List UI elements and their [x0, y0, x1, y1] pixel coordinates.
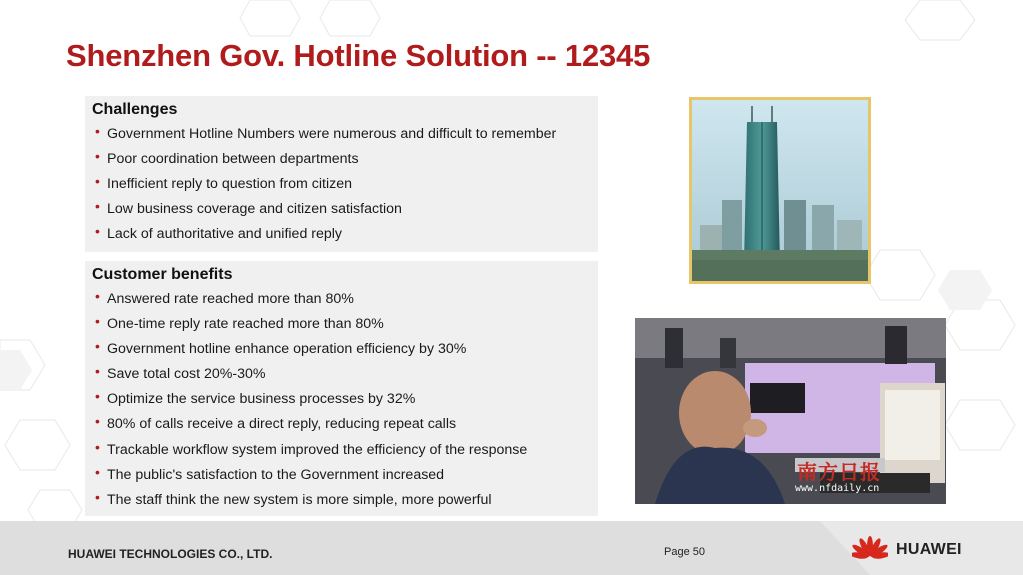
- bullet-icon: •: [95, 173, 100, 190]
- skyscraper-illustration: [692, 100, 868, 281]
- list-item: • Poor coordination between departments: [95, 148, 359, 168]
- challenges-list: [92, 124, 598, 249]
- list-item: • Trackable workflow system improved the efficiency of the response: [95, 438, 528, 458]
- list-item: • Government hotline enhance operation efficiency by 30%: [95, 338, 467, 358]
- huawei-petal-icon: [852, 535, 888, 565]
- office-scene-illustration: [635, 318, 946, 504]
- list-item: • Lack of authoritative and unified reply: [95, 223, 343, 243]
- bullet-icon: •: [95, 413, 100, 430]
- benefits-heading: Customer benefits: [92, 266, 233, 283]
- company-name: HUAWEI TECHNOLOGIES CO., LTD.: [68, 547, 273, 561]
- huawei-logo: [852, 535, 972, 565]
- list-item: • Low business coverage and citizen satisfaction: [95, 198, 402, 218]
- bullet-icon: •: [95, 438, 100, 455]
- bullet-icon: •: [95, 288, 100, 304]
- bullet-icon: •: [95, 123, 100, 139]
- bullet-icon: •: [95, 388, 100, 405]
- footer-bar: [0, 521, 1023, 575]
- list-item: • Government Hotline Numbers were numerous and difficult to remember: [95, 123, 557, 142]
- list-item: • The staff think the new system is more simple, more powerful: [95, 488, 492, 508]
- list-item: • Save total cost 20%-30%: [95, 363, 266, 383]
- call-center-office-photo: [635, 318, 946, 504]
- shenzhen-tower-photo: [689, 97, 871, 284]
- bullet-icon: •: [95, 338, 100, 355]
- bullet-icon: •: [95, 148, 100, 165]
- slide-title: Shenzhen Gov. Hotline Solution -- 12345: [66, 38, 651, 73]
- customer-benefits-panel: [85, 261, 598, 516]
- list-item: • Answered rate reached more than 80%: [95, 288, 354, 307]
- challenges-panel: [85, 96, 598, 252]
- bullet-icon: •: [95, 363, 100, 380]
- list-item: • The public's satisfaction to the Government increased: [95, 463, 445, 483]
- list-item: • Inefficient reply to question from citizen: [95, 173, 352, 193]
- challenges-heading: Challenges: [92, 101, 178, 118]
- office-watermark-url: www.nfdaily.cn: [795, 483, 880, 494]
- list-item: • 80% of calls receive a direct reply, reducing repeat calls: [95, 413, 457, 433]
- list-item: • One-time reply rate reached more than 80%: [95, 313, 384, 333]
- list-item: • Optimize the service business processes by 32%: [95, 388, 416, 408]
- office-watermark: 南方日报: [797, 460, 881, 484]
- benefits-list: [92, 289, 598, 515]
- bullet-icon: •: [95, 488, 100, 505]
- bullet-icon: •: [95, 313, 100, 330]
- bullet-icon: •: [95, 223, 100, 240]
- bullet-icon: •: [95, 198, 100, 215]
- bullet-icon: •: [95, 463, 100, 480]
- huawei-wordmark: HUAWEI: [896, 541, 962, 558]
- page-number: Page 50: [664, 546, 705, 558]
